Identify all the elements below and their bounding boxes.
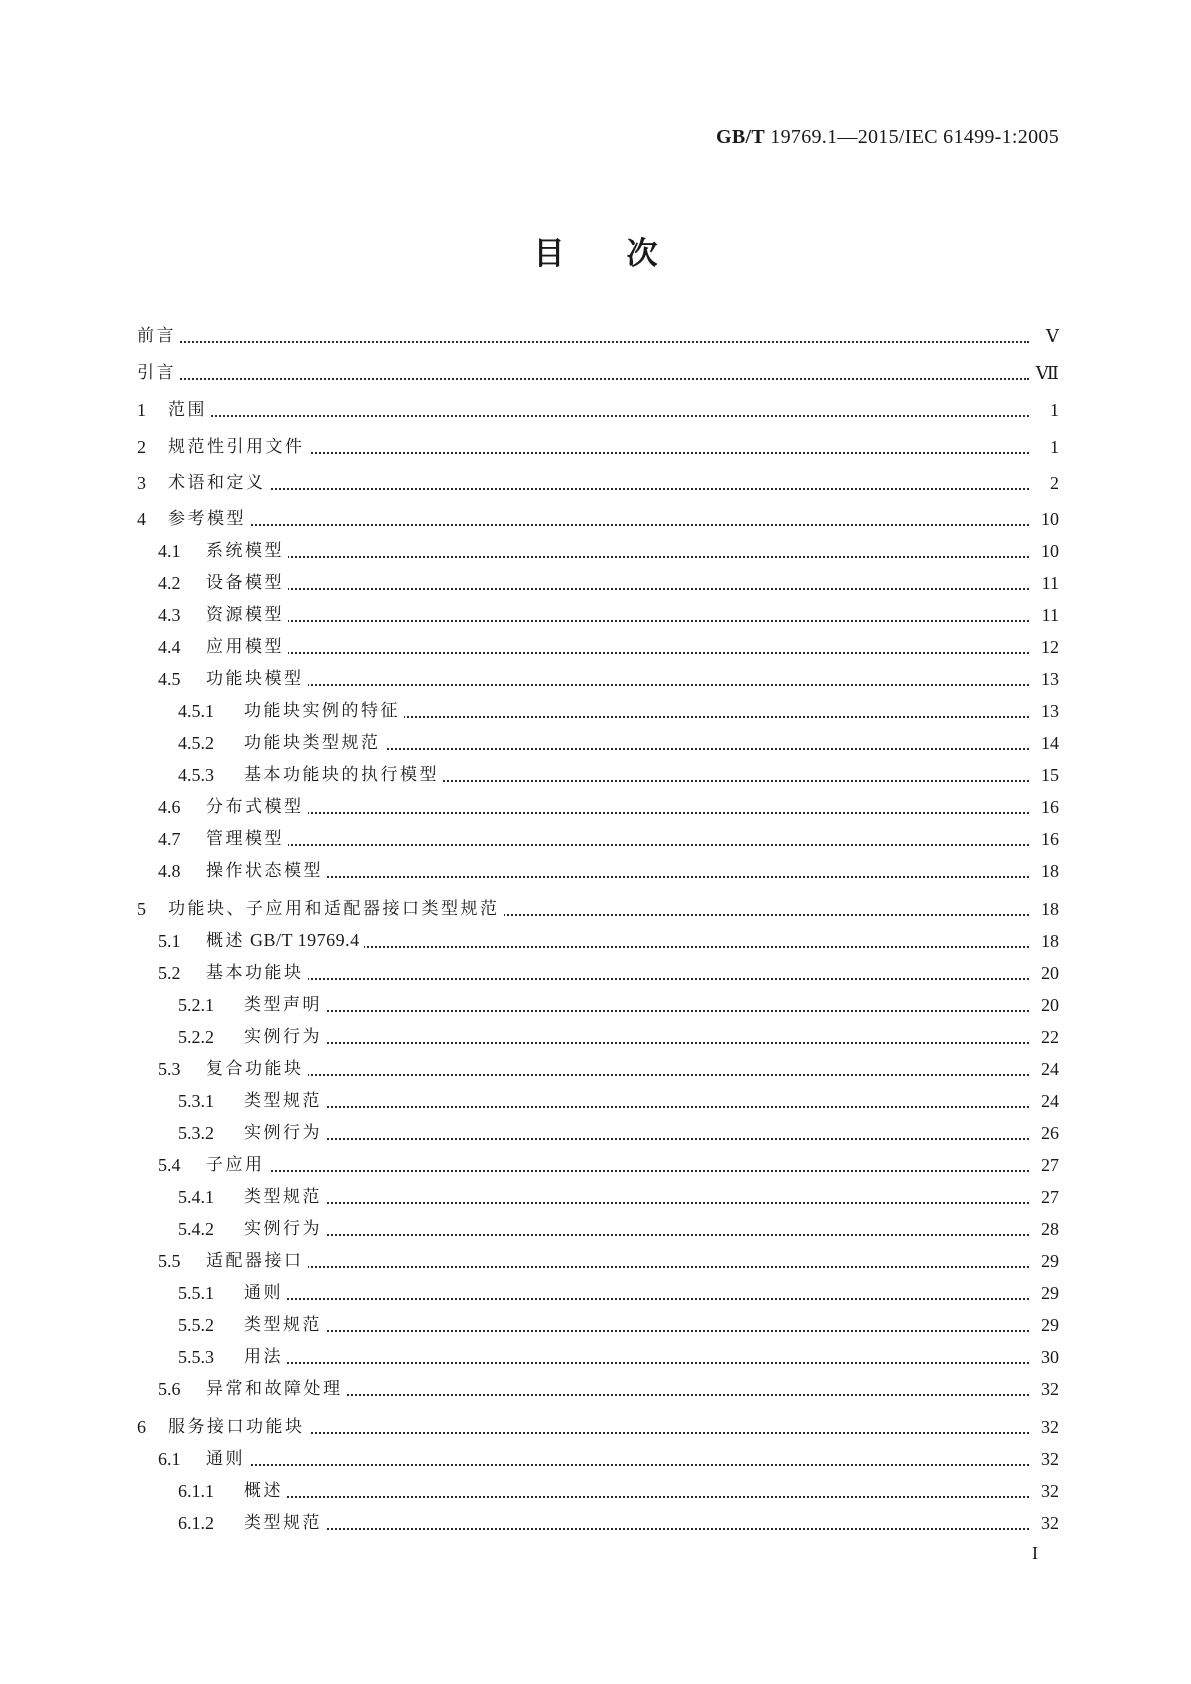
toc-entry-title (168, 508, 250, 530)
toc-entry-title-text: 类型声明 (244, 995, 322, 1015)
toc-entry-number: 5.3.1 (178, 1091, 214, 1111)
toc-entry-title (244, 764, 443, 786)
toc-entry-number: 3 (137, 473, 146, 493)
toc-entry-number: 2 (137, 437, 146, 457)
toc-entry-title-text: 实例行为 (244, 1027, 322, 1047)
toc-entry[interactable] (0, 894, 1191, 924)
toc-entry-title-text: 基本功能块的执行模型 (244, 765, 439, 785)
toc-entry-title (244, 1314, 326, 1336)
toc-entry-page: 20 (1041, 995, 1059, 1015)
toc-entry-title-text: 应用模型 (206, 637, 284, 657)
toc-entry-title-text: 术语和定义 (168, 473, 266, 493)
toc-entry-number: 4.1 (158, 541, 181, 561)
toc-entry-title (244, 994, 326, 1016)
toc-entry-title (206, 604, 288, 626)
toc-entry-number: 4 (137, 509, 146, 529)
toc-entry[interactable] (0, 824, 1191, 854)
toc-entry-page: 32 (1041, 1481, 1059, 1501)
toc-entry-page: 1 (1050, 437, 1059, 457)
toc-entry[interactable] (0, 632, 1191, 662)
toc-entry-page: 22 (1041, 1027, 1059, 1047)
toc-leader-dots (206, 556, 1029, 558)
toc-entry-title (206, 636, 288, 658)
toc-leader-dots (206, 844, 1029, 846)
toc-entry-page: 20 (1041, 963, 1059, 983)
toc-entry-title-text: 实例行为 (244, 1123, 322, 1143)
toc-entry-title (137, 362, 180, 384)
toc-leader-dots (244, 1330, 1029, 1332)
toc-leader-dots (206, 978, 1029, 980)
toc-entry-page: Ⅶ (1035, 363, 1059, 383)
toc-entry-number: 5.4.1 (178, 1187, 214, 1207)
toc-entry[interactable] (0, 664, 1191, 694)
toc-entry[interactable] (0, 958, 1191, 988)
toc-leader-dots (244, 1010, 1029, 1012)
toc-entry[interactable] (0, 760, 1191, 790)
toc-entry-title-text: 实例行为 (244, 1219, 322, 1239)
toc-entry-number: 5.5.1 (178, 1283, 214, 1303)
toc-entry[interactable] (0, 321, 1191, 351)
toc-entry[interactable] (0, 1214, 1191, 1244)
toc-entry-title-text: 引言 (137, 363, 176, 383)
toc-entry[interactable] (0, 1374, 1191, 1404)
toc-entry-number: 5.1 (158, 931, 181, 951)
toc-entry-number: 4.3 (158, 605, 181, 625)
toc-heading: 目次 (533, 236, 720, 272)
toc-entry-page: 29 (1041, 1315, 1059, 1335)
toc-entry-page: 26 (1041, 1123, 1059, 1143)
standard-code: 19769.1—2015/IEC 61499-1:2005 (765, 126, 1059, 148)
toc-entry-page: 29 (1041, 1251, 1059, 1271)
toc-entry-page: 27 (1041, 1155, 1059, 1175)
toc-entry-page: 28 (1041, 1219, 1059, 1239)
toc-entry[interactable] (0, 1342, 1191, 1372)
toc-entry-title-text: 子应用 (206, 1155, 265, 1175)
toc-entry-title (206, 1448, 249, 1470)
toc-leader-dots (206, 812, 1029, 814)
toc-leader-dots (206, 1266, 1029, 1268)
toc-entry-title-text: 复合功能块 (206, 1059, 304, 1079)
toc-entry-title (206, 929, 364, 952)
toc-entry-title-text: 管理模型 (206, 829, 284, 849)
toc-entry-number: 4.7 (158, 829, 181, 849)
toc-leader-dots (206, 652, 1029, 654)
toc-entry[interactable] (0, 990, 1191, 1020)
toc-leader-dots (244, 1528, 1029, 1530)
toc-entry-number: 6.1 (158, 1449, 181, 1469)
toc-entry-number: 1 (137, 400, 146, 420)
toc-entry-page: 24 (1041, 1059, 1059, 1079)
toc-entry-title-text: 异常和故障处理 (206, 1379, 343, 1399)
toc-entry-page: 11 (1041, 605, 1059, 625)
toc-entry-title-text: 概述 (244, 1481, 283, 1501)
toc-leader-dots (244, 1138, 1029, 1140)
toc-entry-page: 18 (1041, 899, 1059, 919)
toc-entry[interactable] (0, 1444, 1191, 1474)
toc-entry-title (168, 472, 270, 494)
toc-entry-title (206, 1378, 347, 1400)
toc-entry-title-text: 参考模型 (168, 509, 246, 529)
toc-entry-number: 4.6 (158, 797, 181, 817)
toc-entry-title (244, 732, 385, 754)
toc-leader-dots (244, 1042, 1029, 1044)
toc-entry-page: 14 (1041, 733, 1059, 753)
toc-entry-number: 4.5 (158, 669, 181, 689)
toc-entry-number: 5.5.2 (178, 1315, 214, 1335)
toc-entry-title-text: 适配器接口 (206, 1251, 304, 1271)
toc-leader-dots (244, 1496, 1029, 1498)
toc-entry-number: 5.6 (158, 1379, 181, 1399)
toc-entry-page: Ⅴ (1046, 326, 1059, 346)
toc-entry[interactable] (0, 432, 1191, 462)
toc-entry-title (244, 1480, 287, 1502)
toc-leader-dots (206, 684, 1029, 686)
toc-entry-title-text: 规范性引用文件 (168, 437, 305, 457)
toc-entry[interactable] (0, 568, 1191, 598)
toc-entry-page: 32 (1041, 1417, 1059, 1437)
toc-entry[interactable] (0, 504, 1191, 534)
toc-entry-page: 32 (1041, 1379, 1059, 1399)
toc-leader-dots (206, 1464, 1029, 1466)
toc-entry-title-text: 设备模型 (206, 573, 284, 593)
toc-leader-dots (244, 1106, 1029, 1108)
toc-entry-number: 5.4.2 (178, 1219, 214, 1239)
toc-entry-title-text: 类型规范 (244, 1187, 322, 1207)
toc-entry-page: 16 (1041, 797, 1059, 817)
toc-entry-title (168, 436, 309, 458)
page-number: I (1032, 1543, 1038, 1563)
toc-entry-title (206, 668, 308, 690)
toc-entry-page: 30 (1041, 1347, 1059, 1367)
toc-entry-title-text: 用法 (244, 1347, 283, 1367)
toc-entry-title (244, 1090, 326, 1112)
toc-entry-title (168, 1416, 309, 1438)
toc-entry-title (244, 1122, 326, 1144)
toc-entry-page: 18 (1041, 931, 1059, 951)
toc-leader-dots (206, 876, 1029, 878)
toc-entry-number: 6.1.2 (178, 1513, 214, 1533)
toc-entry[interactable] (0, 358, 1191, 388)
toc-leader-dots (168, 415, 1029, 417)
toc-entry[interactable] (0, 1278, 1191, 1308)
toc-entry-page: 2 (1050, 473, 1059, 493)
toc-entry-number: 5.3.2 (178, 1123, 214, 1143)
toc-entry-title (244, 1026, 326, 1048)
toc-entry-title-text: 功能块模型 (206, 669, 304, 689)
toc-entry-title (206, 1154, 269, 1176)
toc-entry-title-text: 类型规范 (244, 1315, 322, 1335)
toc-entry-title (168, 399, 211, 421)
toc-leader-dots (137, 378, 1029, 380)
toc-entry-number: 5.3 (158, 1059, 181, 1079)
toc-leader-dots (206, 620, 1029, 622)
toc-entry-title (168, 898, 504, 920)
toc-entry-title (206, 796, 308, 818)
toc-entry-title-text: 操作状态模型 (206, 861, 323, 881)
toc-entry-number: 4.5.2 (178, 733, 214, 753)
toc-leader-dots (206, 1074, 1029, 1076)
toc-entry-title (206, 540, 288, 562)
toc-entry-title-text: 资源模型 (206, 605, 284, 625)
toc-entry-page: 10 (1041, 541, 1059, 561)
toc-entry-title (206, 962, 308, 984)
toc-entry[interactable] (0, 1118, 1191, 1148)
toc-entry-title (206, 1250, 308, 1272)
toc-entry-title-text: 通则 (244, 1283, 283, 1303)
toc-entry-page: 11 (1041, 573, 1059, 593)
toc-entry-page: 24 (1041, 1091, 1059, 1111)
toc-entry[interactable] (0, 600, 1191, 630)
toc-entry-title (206, 828, 288, 850)
toc-entry-title-text: 功能块、子应用和适配器接口类型规范 (168, 899, 500, 919)
toc-entry-title-text: 功能块实例的特征 (244, 701, 400, 721)
toc-entry-title-text: 前言 (137, 326, 176, 346)
toc-entry[interactable] (0, 696, 1191, 726)
toc-entry-number: 4.4 (158, 637, 181, 657)
standard-prefix: GB/T (716, 126, 765, 148)
toc-entry[interactable] (0, 926, 1191, 956)
toc-entry-number: 6.1.1 (178, 1481, 214, 1501)
toc-entry-page: 18 (1041, 861, 1059, 881)
toc-entry-title-latin: GB/T 19769.4 (245, 930, 360, 950)
toc-entry[interactable] (0, 1182, 1191, 1212)
toc-entry-page: 32 (1041, 1513, 1059, 1533)
toc-entry-page: 16 (1041, 829, 1059, 849)
toc-entry[interactable] (0, 856, 1191, 886)
toc-entry-page: 27 (1041, 1187, 1059, 1207)
toc-entry-number: 5.2.2 (178, 1027, 214, 1047)
toc-leader-dots (168, 524, 1029, 526)
toc-leader-dots (244, 1234, 1029, 1236)
toc-entry-number: 5.2 (158, 963, 181, 983)
toc-entry[interactable] (0, 1086, 1191, 1116)
toc-entry-title-text: 概述 (206, 931, 245, 951)
toc-entry-page: 13 (1041, 701, 1059, 721)
toc-entry[interactable] (0, 1150, 1191, 1180)
toc-entry[interactable] (0, 792, 1191, 822)
toc-entry-page: 13 (1041, 669, 1059, 689)
toc-entry[interactable] (0, 468, 1191, 498)
toc-entry-title (137, 325, 180, 347)
toc-entry-number: 5 (137, 899, 146, 919)
toc-leader-dots (137, 341, 1029, 343)
toc-entry-title-text: 系统模型 (206, 541, 284, 561)
toc-entry[interactable] (0, 1310, 1191, 1340)
toc-entry-title (206, 1058, 308, 1080)
toc-entry[interactable] (0, 728, 1191, 758)
toc-leader-dots (244, 1298, 1029, 1300)
toc-leader-dots (168, 488, 1029, 490)
toc-entry-title-text: 服务接口功能块 (168, 1417, 305, 1437)
toc-entry-title-text: 功能块类型规范 (244, 733, 381, 753)
toc-entry-title-text: 类型规范 (244, 1091, 322, 1111)
toc-entry[interactable] (0, 1022, 1191, 1052)
toc-entry-number: 6 (137, 1417, 146, 1437)
toc-entry-title (206, 860, 327, 882)
toc-entry-title-text: 分布式模型 (206, 797, 304, 817)
toc-entry-title-text: 范围 (168, 400, 207, 420)
toc-entry[interactable] (0, 1476, 1191, 1506)
toc-entry-page: 15 (1041, 765, 1059, 785)
toc-entry-title (244, 1186, 326, 1208)
toc-leader-dots (244, 1202, 1029, 1204)
toc-entry-title (244, 1346, 287, 1368)
toc-entry[interactable] (0, 395, 1191, 425)
toc-entry-page: 10 (1041, 509, 1059, 529)
toc-entry[interactable] (0, 1246, 1191, 1276)
toc-entry-title (244, 700, 404, 722)
toc-entry-page: 32 (1041, 1449, 1059, 1469)
toc-entry-number: 4.2 (158, 573, 181, 593)
toc-entry[interactable] (0, 1412, 1191, 1442)
toc-entry-page: 29 (1041, 1283, 1059, 1303)
toc-entry-number: 4.5.3 (178, 765, 214, 785)
toc-leader-dots (244, 1362, 1029, 1364)
toc-entry[interactable] (0, 1508, 1191, 1538)
toc-entry-page: 1 (1050, 400, 1059, 420)
toc-entry-number: 4.5.1 (178, 701, 214, 721)
toc-entry-title (206, 572, 288, 594)
toc-entry-page: 12 (1041, 637, 1059, 657)
toc-leader-dots (206, 1170, 1029, 1172)
toc-entry-number: 5.5 (158, 1251, 181, 1271)
toc-entry-number: 5.2.1 (178, 995, 214, 1015)
toc-entry[interactable] (0, 1054, 1191, 1084)
toc-entry[interactable] (0, 536, 1191, 566)
toc-entry-number: 5.5.3 (178, 1347, 214, 1367)
toc-entry-title (244, 1512, 326, 1534)
toc-entry-title-text: 通则 (206, 1449, 245, 1469)
toc-entry-number: 5.4 (158, 1155, 181, 1175)
toc-leader-dots (206, 588, 1029, 590)
toc-entry-title (244, 1218, 326, 1240)
toc-entry-number: 4.8 (158, 861, 181, 881)
toc-entry-title-text: 类型规范 (244, 1513, 322, 1533)
toc-entry-title (244, 1282, 287, 1304)
toc-entry-title-text: 基本功能块 (206, 963, 304, 983)
